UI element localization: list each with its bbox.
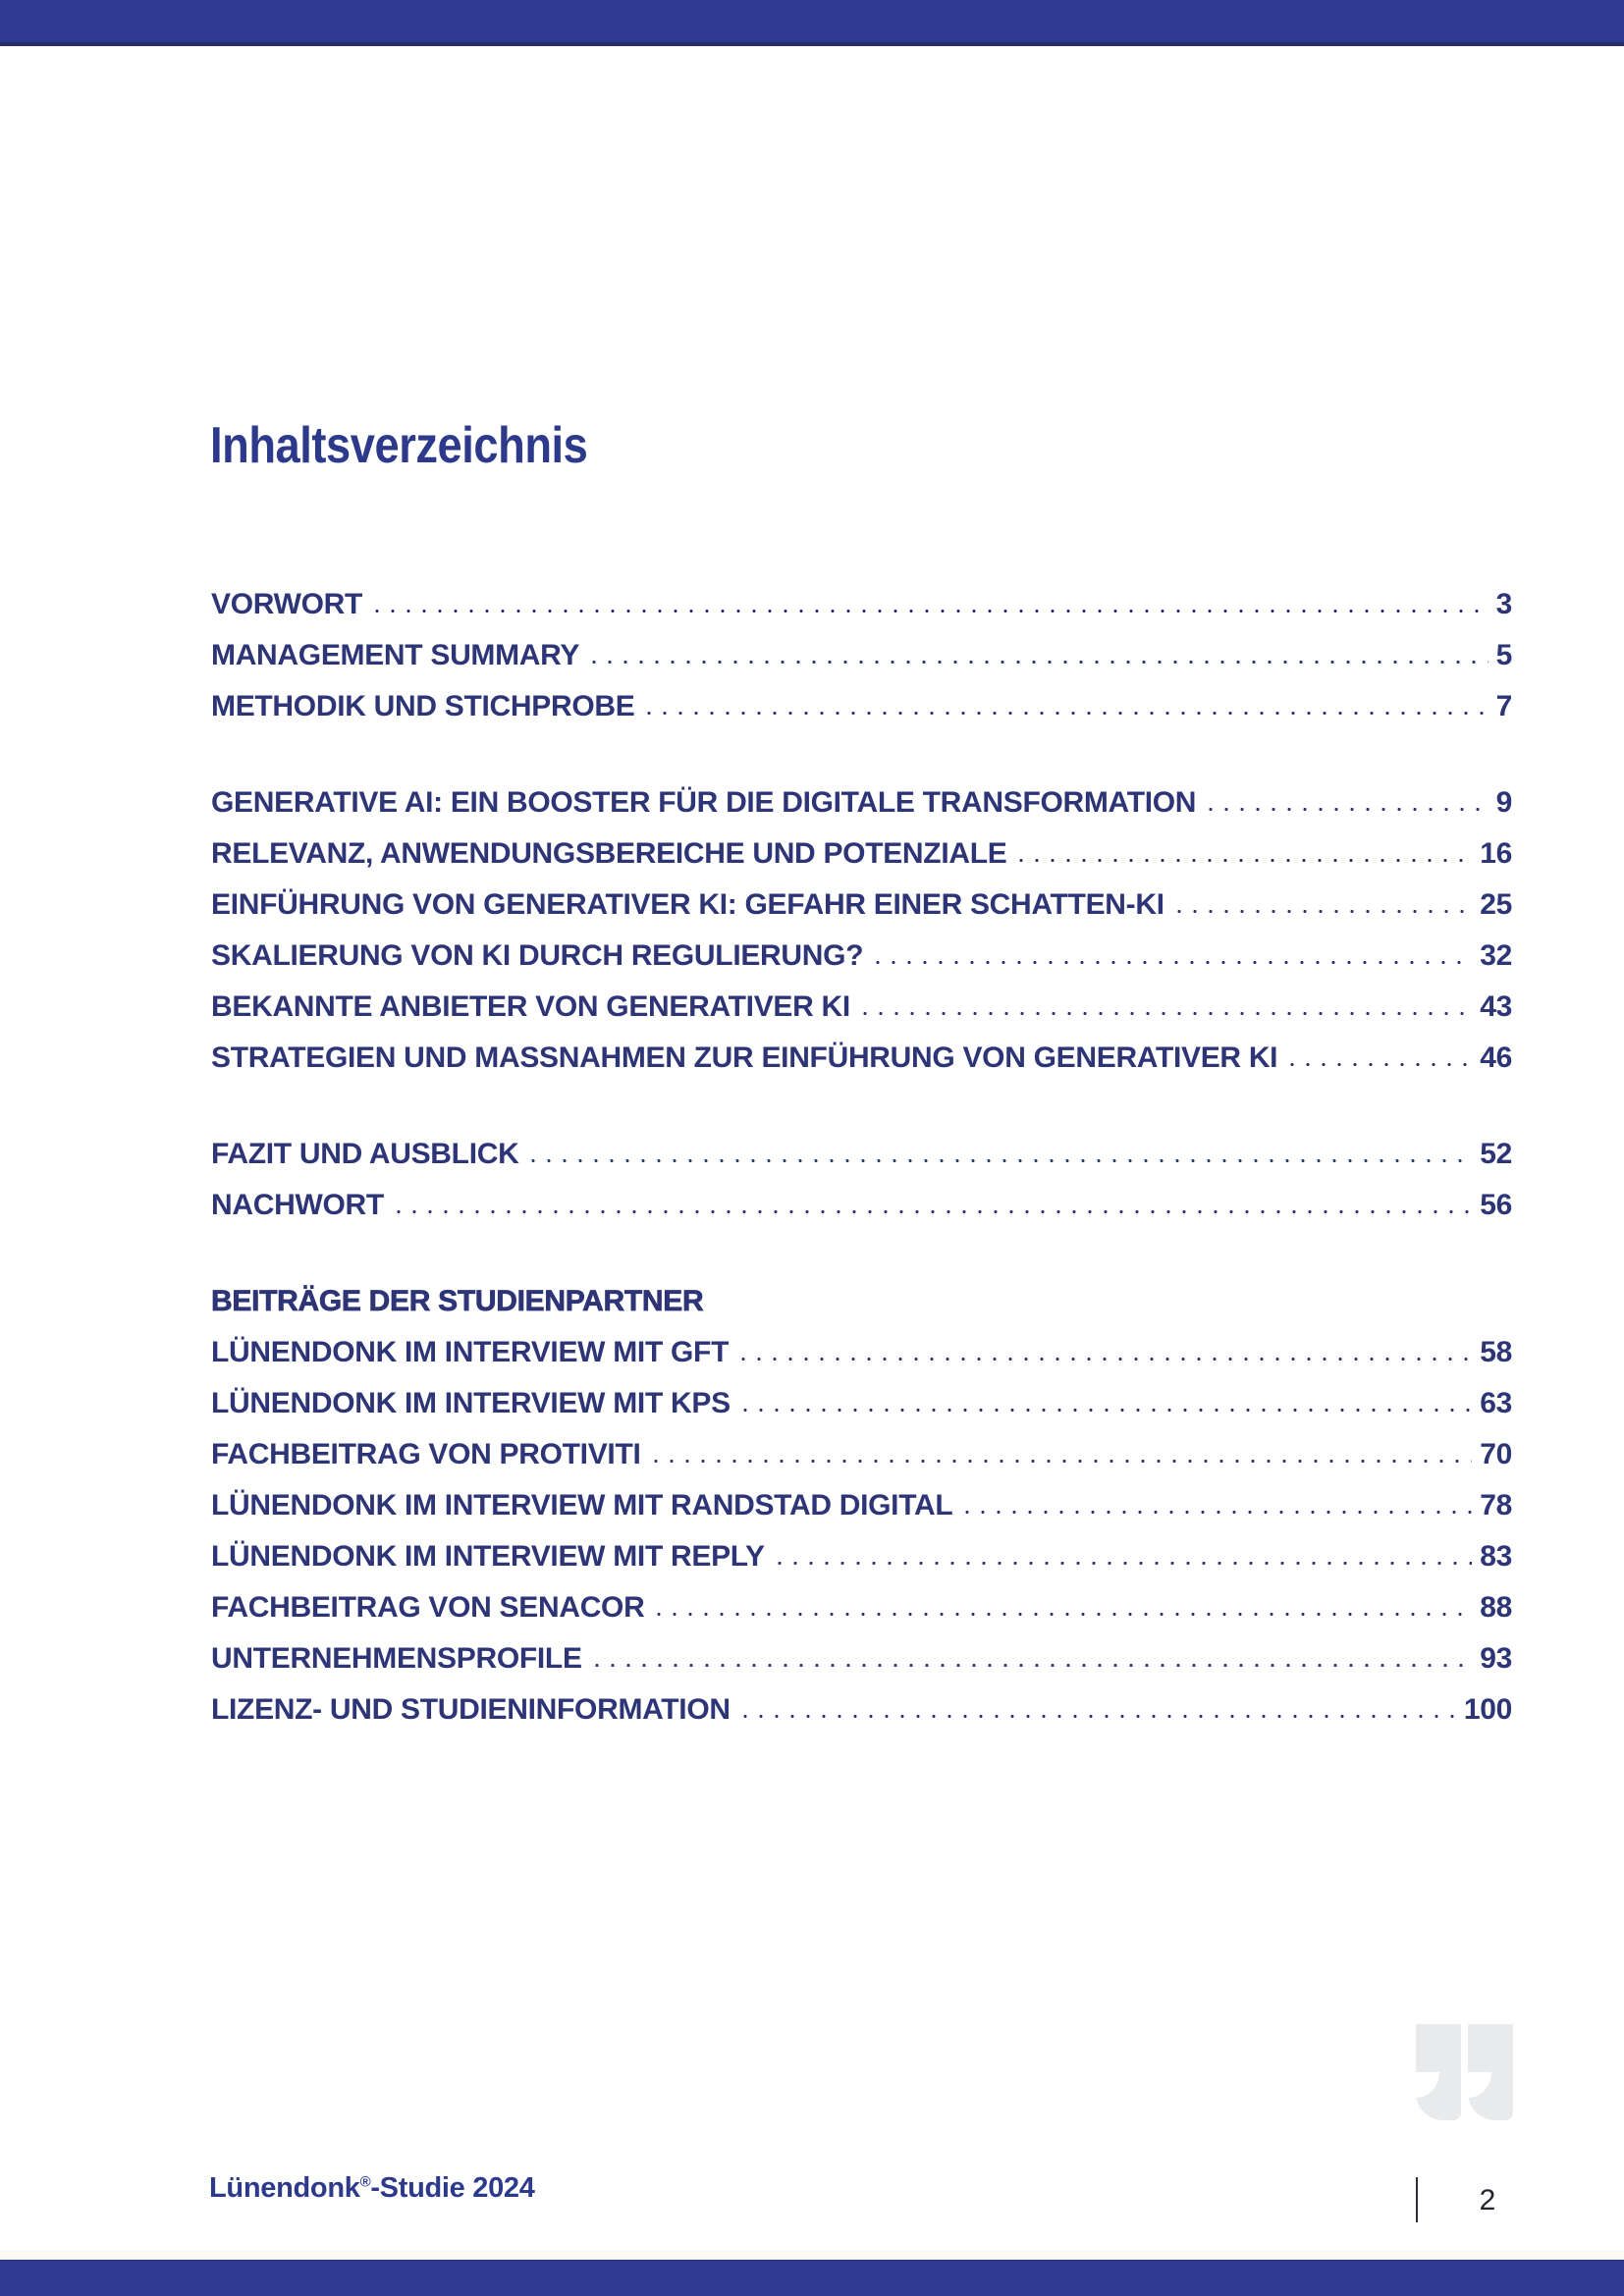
toc-entry [211, 1633, 1512, 1684]
toc-entry-page: 88 [1480, 1591, 1512, 1624]
toc-entry [211, 1378, 1512, 1429]
dotted-leader [742, 1714, 1456, 1719]
dotted-leader [374, 609, 1489, 614]
toc-entry-label: GENERATIVE AI: EIN BOOSTER FÜR DIE DIGITALE TRANSFORMATION [211, 786, 1197, 819]
toc-entry-label: METHODIK UND STICHPROBE [211, 690, 635, 722]
toc-entry-label: NACHWORT [211, 1189, 384, 1221]
toc-group [211, 579, 1512, 732]
toc-entry [211, 1684, 1512, 1735]
toc-entry [211, 1582, 1512, 1633]
toc-entry [211, 1180, 1512, 1231]
toc-entry [211, 1480, 1512, 1531]
toc-group [211, 1129, 1512, 1231]
dotted-leader [1208, 807, 1488, 812]
footer-divider [1416, 2177, 1418, 2222]
toc-entry-label: LÜNENDONK IM INTERVIEW MIT GFT [211, 1336, 730, 1368]
toc-entry [211, 1327, 1512, 1378]
toc-entry-label: UNTERNEHMENSPROFILE [211, 1642, 582, 1675]
toc-group [211, 777, 1512, 1084]
toc-entry [211, 579, 1512, 630]
toc-entry-page: 25 [1480, 888, 1512, 921]
footer-edge-strip [0, 2250, 1624, 2260]
toc-entry-label: FACHBEITRAG VON PROTIVITI [211, 1438, 641, 1470]
dotted-leader [964, 1510, 1472, 1515]
toc-entry [211, 931, 1512, 982]
dotted-leader [742, 1408, 1472, 1413]
table-of-contents [211, 579, 1512, 1735]
toc-entry [211, 777, 1512, 828]
toc-section-header: BEITRÄGE DER STUDIENPARTNER [211, 1285, 704, 1317]
toc-entry-label: RELEVANZ, ANWENDUNGSBEREICHE UND POTENZIALE [211, 837, 1007, 870]
toc-entry [211, 1033, 1512, 1084]
toc-entry-page: 83 [1480, 1540, 1512, 1573]
quote-mark-left-icon [1416, 2024, 1461, 2120]
toc-entry-label: BEKANNTE ANBIETER VON GENERATIVER KI [211, 990, 850, 1023]
page-title: Inhaltsverzeichnis [210, 417, 588, 474]
toc-entry [211, 681, 1512, 732]
toc-entry-page: 70 [1480, 1438, 1512, 1470]
dotted-leader [740, 1357, 1472, 1362]
toc-entry-page: 52 [1480, 1138, 1512, 1170]
toc-entry-page: 7 [1495, 690, 1512, 722]
toc-entry-label: FAZIT UND AUSBLICK [211, 1138, 519, 1170]
header-bar [0, 0, 1624, 46]
toc-entry-page: 9 [1495, 786, 1512, 819]
dotted-leader [594, 1663, 1473, 1668]
toc-entry-page: 46 [1480, 1041, 1512, 1074]
toc-entry-page: 56 [1480, 1189, 1512, 1221]
toc-entry-page: 5 [1495, 639, 1512, 671]
toc-entry [211, 1531, 1512, 1582]
toc-entry [211, 1129, 1512, 1180]
dotted-leader [646, 711, 1488, 716]
footer-brand: Lünendonk [209, 2172, 360, 2204]
toc-entry-page: 63 [1480, 1387, 1512, 1419]
dotted-leader [656, 1612, 1472, 1617]
toc-entry [211, 630, 1512, 681]
footer-bar [0, 2260, 1624, 2296]
toc-group [211, 1276, 1512, 1735]
toc-entry-label: VORWORT [211, 588, 363, 620]
dotted-leader [530, 1158, 1472, 1163]
toc-entry [211, 880, 1512, 931]
toc-entry-page: 3 [1495, 588, 1512, 620]
toc-entry-page: 43 [1480, 990, 1512, 1023]
page-number: 2 [1479, 2184, 1496, 2216]
toc-entry-label: EINFÜHRUNG VON GENERATIVER KI: GEFAHR EINER SCHATTEN-KI [211, 888, 1164, 921]
footer-suffix: -Studie 2024 [370, 2172, 535, 2204]
toc-entry [211, 982, 1512, 1033]
dotted-leader [396, 1209, 1472, 1214]
toc-entry-page: 78 [1480, 1489, 1512, 1522]
toc-entry-label: LÜNENDONK IM INTERVIEW MIT REPLY [211, 1540, 765, 1573]
quote-mark-graphic [1416, 2024, 1513, 2120]
toc-entry [211, 1429, 1512, 1480]
toc-entry-label: MANAGEMENT SUMMARY [211, 639, 580, 671]
toc-entry-page: 58 [1480, 1336, 1512, 1368]
dotted-leader [1289, 1062, 1472, 1067]
toc-entry-label: STRATEGIEN UND MASSNAHMEN ZUR EINFÜHRUNG VON GENERATIVER KI [211, 1041, 1278, 1074]
toc-entry-page: 93 [1480, 1642, 1512, 1675]
toc-entry-label: SKALIERUNG VON KI DURCH REGULIERUNG? [211, 939, 864, 972]
toc-entry-page: 32 [1480, 939, 1512, 972]
toc-entry-label: LÜNENDONK IM INTERVIEW MIT KPS [211, 1387, 731, 1419]
dotted-leader [1018, 858, 1472, 863]
toc-entry-label: LIZENZ- UND STUDIENINFORMATION [211, 1693, 731, 1726]
quote-mark-right-icon [1468, 2024, 1513, 2120]
dotted-leader [862, 1011, 1472, 1016]
dotted-leader [875, 960, 1472, 965]
dotted-leader [653, 1459, 1473, 1464]
registered-mark: ® [359, 2173, 371, 2191]
dotted-leader [777, 1561, 1472, 1566]
toc-entry [211, 828, 1512, 880]
dotted-leader [1176, 909, 1472, 914]
toc-entry-page: 16 [1480, 837, 1512, 870]
dotted-leader [591, 660, 1488, 665]
footer-study-label [209, 2171, 535, 2205]
toc-entry-label: LÜNENDONK IM INTERVIEW MIT RANDSTAD DIGITAL [211, 1489, 953, 1522]
toc-entry-page: 100 [1463, 1693, 1512, 1726]
toc-entry-label: FACHBEITRAG VON SENACOR [211, 1591, 645, 1624]
